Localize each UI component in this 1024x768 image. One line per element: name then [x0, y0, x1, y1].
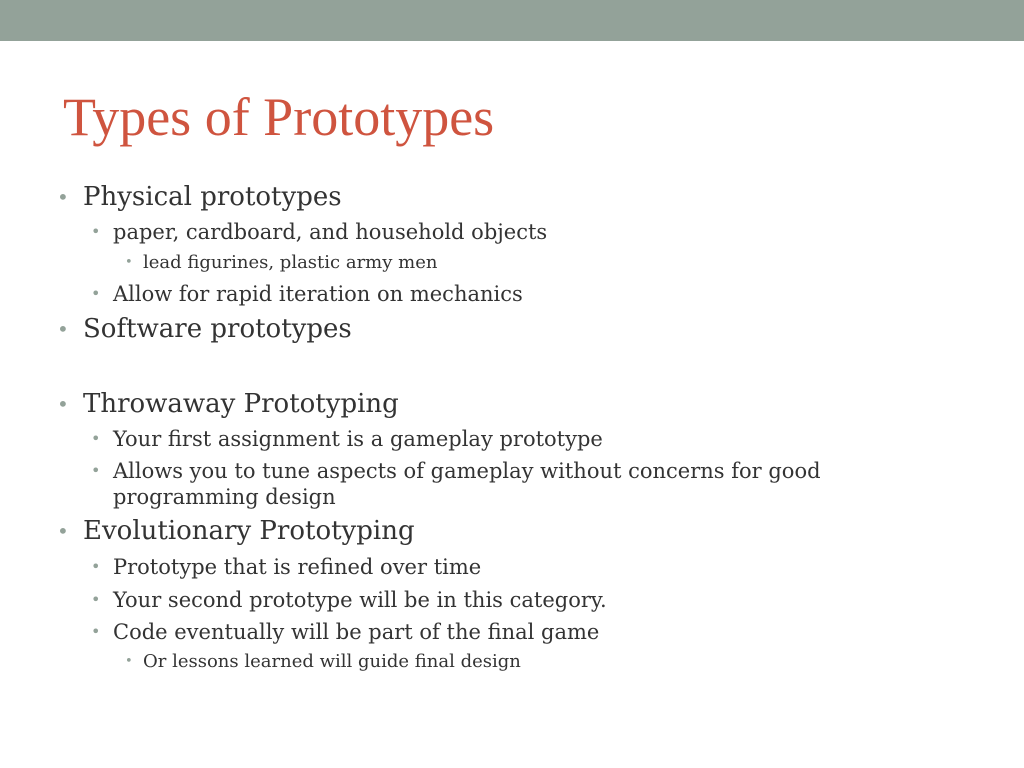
bullet-icon: •	[91, 622, 101, 641]
bullet-icon: •	[91, 557, 101, 576]
bullet-text: paper, cardboard, and household objects	[113, 220, 548, 244]
bullet-item	[57, 182, 342, 212]
bullet-text: Your second prototype will be in this category.	[113, 588, 607, 612]
bullet-icon: •	[57, 317, 69, 341]
bullet-text: Your first assignment is a gameplay prototype	[113, 427, 603, 451]
bullet-item	[57, 516, 415, 546]
bullet-text: Software prototypes	[83, 314, 352, 344]
bullet-icon: •	[57, 392, 69, 416]
bullet-text: Physical prototypes	[83, 182, 342, 212]
bullet-item	[91, 587, 607, 613]
bullet-item	[91, 426, 603, 452]
bullet-icon: •	[91, 429, 101, 448]
bullet-text: Or lessons learned will guide final design	[143, 651, 521, 672]
bullet-icon: •	[125, 654, 133, 669]
bullet-item	[91, 554, 482, 580]
bullet-icon: •	[57, 519, 69, 543]
bullet-item	[91, 619, 600, 645]
bullet-item	[125, 252, 438, 274]
bullet-icon: •	[91, 461, 101, 480]
bullet-text: lead figurines, plastic army men	[143, 252, 438, 273]
bullet-icon: •	[91, 590, 101, 609]
bullet-item	[91, 281, 523, 307]
bullet-text: Prototype that is refined over time	[113, 555, 482, 579]
bullet-text: Throwaway Prototyping	[83, 389, 399, 419]
bullet-item	[125, 651, 521, 673]
bullet-item	[57, 389, 399, 419]
bullet-text: Allow for rapid iteration on mechanics	[113, 282, 523, 306]
bullet-text: Code eventually will be part of the final game	[113, 620, 600, 644]
bullet-text: programming design	[113, 485, 336, 509]
bullet-item	[91, 458, 821, 484]
bullet-text: Allows you to tune aspects of gameplay without concerns for good	[113, 459, 821, 483]
slide-title: Types of Prototypes	[63, 87, 495, 147]
bullet-text: Evolutionary Prototyping	[83, 516, 415, 546]
bullet-icon: •	[125, 255, 133, 270]
bullet-icon: •	[91, 222, 101, 241]
bullet-item	[91, 219, 548, 245]
bullet-item	[57, 314, 352, 344]
bullet-continuation	[113, 484, 336, 510]
bullet-icon: •	[57, 185, 69, 209]
bullet-icon: •	[91, 284, 101, 303]
